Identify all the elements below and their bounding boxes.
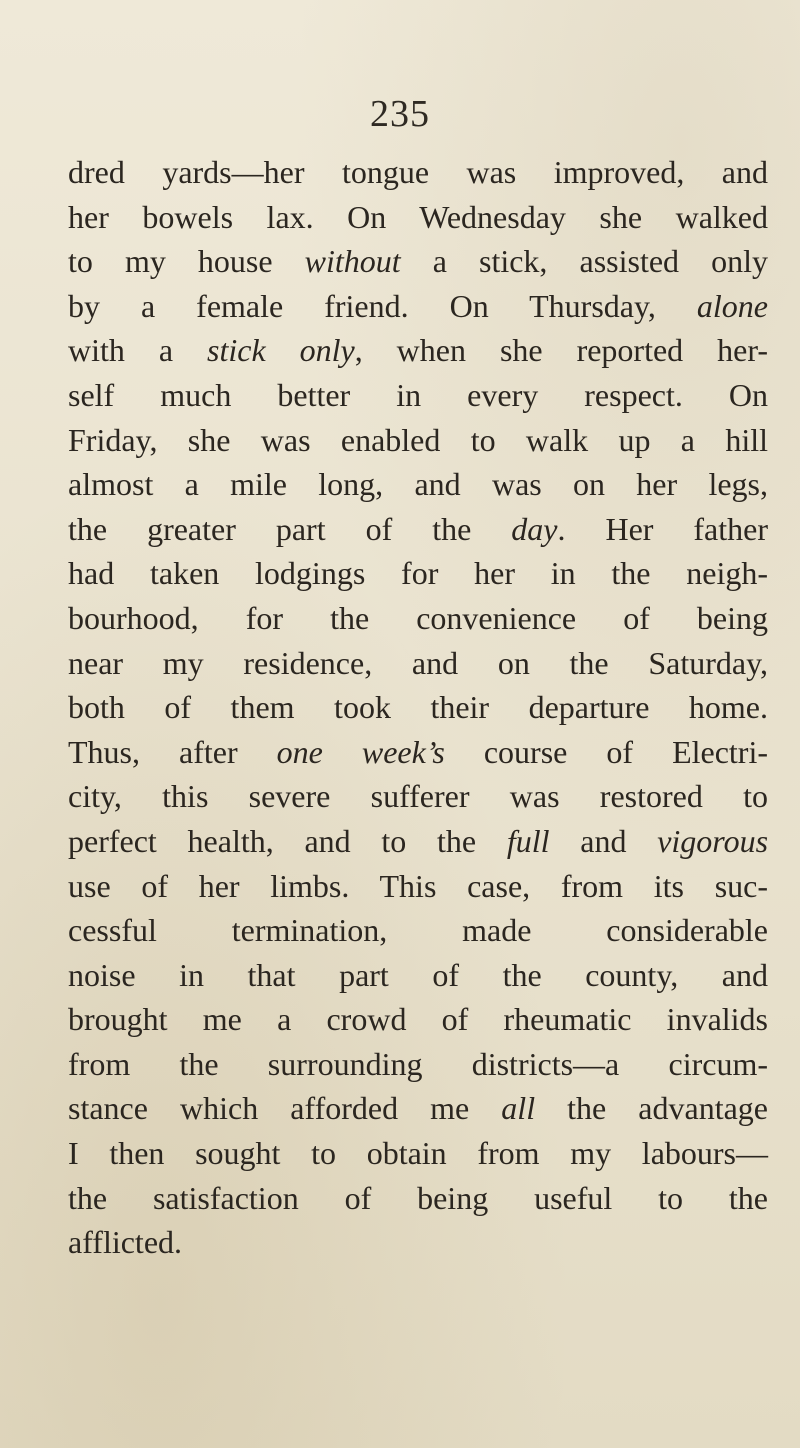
text-line xyxy=(68,195,768,240)
text-run: self much better in every respect. On xyxy=(68,376,768,413)
body-text xyxy=(68,150,768,1265)
italic-text: stick only xyxy=(207,332,355,369)
text-line xyxy=(68,997,768,1042)
text-line xyxy=(68,1042,768,1087)
text-run: near my residence, and on the Saturday, xyxy=(68,644,768,681)
text-run: afflicted. xyxy=(68,1224,183,1261)
text-line xyxy=(68,953,768,998)
text-run: bourhood, for the convenience of being xyxy=(68,599,768,636)
text-run: course of Electri- xyxy=(444,733,769,770)
text-run: a stick, assisted only xyxy=(400,243,769,280)
text-line xyxy=(68,150,768,195)
text-run: perfect health, and to the xyxy=(68,822,507,859)
italic-text: without xyxy=(304,243,401,280)
text-run: by a female friend. On Thursday, xyxy=(68,287,697,324)
text-run: , when she reported her- xyxy=(354,332,769,369)
text-line xyxy=(68,774,768,819)
text-line xyxy=(68,596,768,641)
text-run: and xyxy=(549,822,658,859)
text-line xyxy=(68,551,768,596)
text-line xyxy=(68,641,768,686)
italic-text: alone xyxy=(696,287,768,324)
italic-text: day xyxy=(511,510,558,547)
text-run: both of them took their departure home. xyxy=(68,689,768,726)
text-line xyxy=(68,328,768,373)
text-run: city, this severe sufferer was restored to xyxy=(68,778,768,815)
text-run: the greater part of the xyxy=(68,510,512,547)
text-line xyxy=(68,239,768,284)
text-run: stance which afforded me xyxy=(68,1090,502,1127)
italic-text: one week’s xyxy=(276,733,445,770)
text-run: use of her limbs. This case, from its suc- xyxy=(68,867,768,904)
text-line xyxy=(68,284,768,329)
text-run: to my house xyxy=(68,243,305,280)
text-line xyxy=(68,507,768,552)
text-line xyxy=(68,1176,768,1221)
text-line xyxy=(68,1220,768,1265)
text-run: noise in that part of the county, and xyxy=(68,956,768,993)
text-line xyxy=(68,685,768,730)
text-line xyxy=(68,373,768,418)
text-line xyxy=(68,730,768,775)
text-run: cessful termination, made considerable xyxy=(68,912,768,949)
italic-text: vigorous xyxy=(657,822,769,859)
text-run: I then sought to obtain from my labours— xyxy=(68,1135,768,1172)
text-run: Thus, after xyxy=(68,733,277,770)
text-line xyxy=(68,908,768,953)
text-run: with a xyxy=(68,332,208,369)
text-run: from the surrounding districts—a circum- xyxy=(68,1045,768,1082)
text-run: her bowels lax. On Wednesday she walked xyxy=(68,198,768,235)
text-line xyxy=(68,462,768,507)
text-line xyxy=(68,1086,768,1131)
text-line xyxy=(68,864,768,909)
italic-text: all xyxy=(501,1090,536,1127)
text-line xyxy=(68,1131,768,1176)
italic-text: full xyxy=(506,822,550,859)
text-run: the advantage xyxy=(535,1090,768,1127)
text-run: brought me a crowd of rheumatic invalids xyxy=(68,1001,768,1038)
text-run: the satisfaction of being useful to the xyxy=(68,1179,768,1216)
text-line xyxy=(68,819,768,864)
text-run: had taken lodgings for her in the neigh- xyxy=(68,555,768,592)
text-run: almost a mile long, and was on her legs, xyxy=(68,466,768,503)
text-run: Friday, she was enabled to walk up a hill xyxy=(68,421,768,458)
text-line xyxy=(68,418,768,463)
text-run: dred yards—her tongue was improved, and xyxy=(68,154,768,190)
page-number: 235 xyxy=(370,93,430,135)
text-run: . Her father xyxy=(557,510,769,547)
